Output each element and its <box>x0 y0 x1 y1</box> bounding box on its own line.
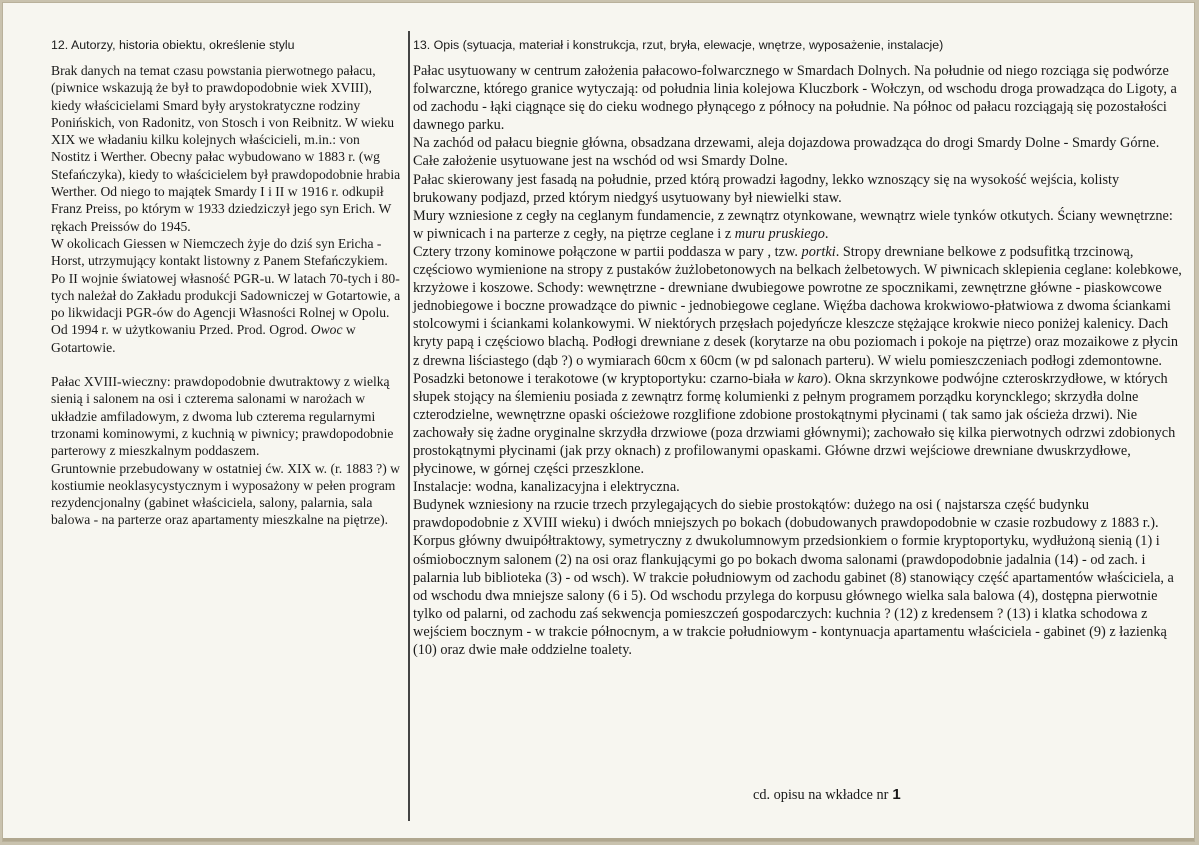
history-paragraph-3-text-a: Po II wojnie światowej własność PGR-u. W latach 70-tych i 80-tych należał do Zakładu produkcji Sadowniczej w Gotartowie, a po likwidacji PGR-ów do Agencji Własności Rolnej w Opolu. Od 1994 r. w użytkowaniu Przed. Prod. Ogrod. <box>51 270 401 338</box>
document-card <box>2 2 1195 842</box>
description-paragraph-5 <box>413 243 1183 478</box>
description-paragraph-1: Pałac usytuowany w centrum założenia pałacowo-folwarcznego w Smardach Dolnych. Na południe od niego rozciąga się podwórze folwarczne, którego granice wytyczają: od południa linia kolejowa Kluczbork - Wołczyn, od wschodu droga prowadząca do Ligoty, a od zachodu - łąki ciągnące się do cieku wodnego płynącego z północy na południe. Na północ od pałacu rozciągają się pozostałości dawnego parku. <box>413 63 1177 134</box>
card-bottom-edge <box>3 838 1194 841</box>
section-12-heading: 12. Autorzy, historia obiektu, określenie stylu <box>51 38 295 52</box>
history-paragraph-3-text-c: w Gotartowie. <box>51 322 356 355</box>
continuation-label: cd. opisu na wkładce nr <box>753 787 889 803</box>
section-13-description <box>413 37 1183 659</box>
history-paragraph-2: W okolicach Giessen w Niemczech żyje do dziś syn Ericha - Horst, utrzymujący kontakt listowny z Panem Stefańczykiem. <box>51 235 388 269</box>
description-paragraph-2: Na zachód od pałacu biegnie główna, obsadzana drzewami, aleja dojazdowa prowadząca do drogi Smardy Dolne - Smardy Górne. Całe założenie usytuowane jest na wschód od wsi Smardy Dolne. <box>413 135 1160 170</box>
chimneys-text: Cztery trzony kominowe połączone w partii poddasza w pary , tzw. <box>413 243 802 260</box>
muru-pruskiego-italic: muru pruskiego <box>734 225 825 242</box>
column-divider <box>408 31 410 821</box>
description-paragraph-3: Pałac skierowany jest fasadą na południe, przed którą prowadzi łagodny, lekko wznoszący się na wysokość wejścia, kolisty brukowany podjazd, przed którym niedgyś usytuowany był niewielki staw. <box>413 171 1120 206</box>
style-paragraph-2: Gruntownie przebudowany w ostatniej ćw. XIX w. (r. 1883 ?) w kostiumie neoklasycystycznym i wyposażony w pełen program rezydencjonalny (gabinet właściciela, salony, palarnia, sala balowa - na parterze oraz apartamenty mieszkalne na piętrze). <box>51 460 400 528</box>
section-13-heading: 13. Opis (sytuacja, materiał i konstrukcja, rzut, bryła, elewacje, wnętrze, wyposażenie, instalacje) <box>413 38 944 52</box>
section-12-history <box>51 37 401 529</box>
history-paragraph-1: Brak danych na temat czasu powstania pierwotnego pałacu, (piwnice wskazują że był to prawdopodobnie wiek XVIII), kiedy właścicielami Smard były arystokratyczne rodziny Ponińskich, von Radonitz, von Stosch i von Reibnitz. W wieku XIX we władaniu kilku kolejnych właścicieli, m.in.: von Nostitz i Werther. Obecny pałac wybudowano w 1883 r. (wg Stefańczyka), kiedy to właścicielem był prawdopodobnie hrabia Werther. Od niego to majątek Smardy I i II w 1916 r. odkupił Franz Preiss, po którym w 1933 dziedziczył jego syn Erich. W rękach Preissów do 1945. <box>51 63 401 234</box>
walls-text-end: . <box>824 225 829 242</box>
walls-text: Mury wzniesione z cegły na ceglanym fundamencie, z zewnątrz otynkowane, wewnątrz wiele tynków otkutych. Ściany wewnętrzne: w piwnicach i na parterze z cegły, na piętrze ceglane i z <box>413 207 1173 242</box>
history-paragraph-3 <box>51 270 401 356</box>
description-paragraph-6: Instalacje: wodna, kanalizacyjna i elektryczna. <box>413 479 680 496</box>
continuation-note <box>753 786 901 804</box>
insert-number: 1 <box>892 786 901 803</box>
windows-doors-text: ). Okna skrzynkowe podwójne czteroskrzydłowe, w których słupek stojący na ślemieniu posiada z zewnątrz formę kolumienki z pełnym programem porządku koryncklego; skrzydła dolne czterodzielne, wewnętrzne opaski ościeżowe rozglifione zdobione prostokątnymi płycinami ( tak samo jak ościeża drzwi). Nie zachowały się żadne oryginalne skrzydła drzwiowe (poza drzwiami głównymi); zachowało się kilka pierwotnych odrzwi zdobionych prostokątnymi płycinami (jak przy oknach) z profilowanymi opaskami. Główne drzwi wejściowe drewniane dwuskrzydłowe, płycinowe, w górnej części przeszklone. <box>413 370 1176 478</box>
w-karo-italic: w karo <box>784 370 824 387</box>
portki-italic: portki <box>801 243 836 260</box>
style-paragraph-1: Pałac XVIII-wieczny: prawdopodobnie dwutraktowy z wielką sienią i salonem na osi i czterema salonami w narożach w układzie amfiladowym, z dwoma lub czterema regularnymi trzonami kominowymi, z kuchnią w piwnicy; prawdopodobnie parterowy z mieszkalnym poddaszem. <box>51 374 394 459</box>
construction-text: . Stropy drewniane belkowe z podsufitką trzcinową, częściowo wymienione na stropy z pustaków żużlobetonowych na belkach żelbetowych. W piwnicach sklepienia ceglane: kolebkowe, krzyżowe i koszowe. Schody: wewnętrzne - drewniane dwubiegowe powrotne ze spocznikami, zewnętrzne główne - piaskowcowe jednobiegowe i boczne prowadzące do piwnic - jednobiegowe ceglane. Więźba dachowa krokwiowo-płatwiowa z dwoma ściankami stolcowymi i ściankami kolankowymi. W niektórych przęsłach pojedyńcze kleszcze stężające krokwie nieco poniżej kalenicy. Dach kryty papą i częściowo blachą. Podłogi drewniane z desek (korytarze na obu poziomach i pokoje na piętrze) oraz mozaikowe z płycin z drewna liściastego (dąb ?) o wymiarach 60cm x 60cm (w pd salonach parteru). W wielu pomieszczeniach podłogi zdemontowne. Posadzki betonowe i terakotowe (w kryptoportyku: czarno-biała <box>413 243 1182 387</box>
company-name-italic: Owoc <box>310 322 343 338</box>
description-paragraph-7: Budynek wzniesiony na rzucie trzech przylegających do siebie prostokątów: dużego na osi ( najstarsza część budynku prawdopodobnie z XVIII wieku) i dwóch mniejszych po bokach (dobudowanych prawdopodobnie w czasie rozbudowy z 1883 r.). Korpus główny dwuipółtraktowy, symetryczny z dwukolumnowym przedsionkiem o formie kryptoportyku, wydłużoną sienią (1) i ośmiobocznym salonem (2) na osi oraz flankującymi go po bokach dwoma salonami (prawdopodobnie jadalnia (14) - od zach. i palarnia lub biblioteka (3) - od wsch). W trakcie południowym od zachodu gabinet (8) stanowiący część apartamentów właściciela, a od wschodu dwa mniejsze salony (6 i 5). Od wschodu przylega do korpusu głównego wielka sala balowa (4), dostępna pierwotnie tylko od palarni, od zachodu zaś sekwencja pomieszczeń gospodarczych: kuchnia ? (12) z kredensem ? (13) i klatka schodowa z wejściem bocznym - w trakcie północnym, a w trakcie południowym - kontynuacja apartamentu właściciela - gabinet (9) z łazienką (10) oraz dwie małe oddzielne toalety. <box>413 497 1174 658</box>
description-paragraph-4 <box>413 207 1183 243</box>
